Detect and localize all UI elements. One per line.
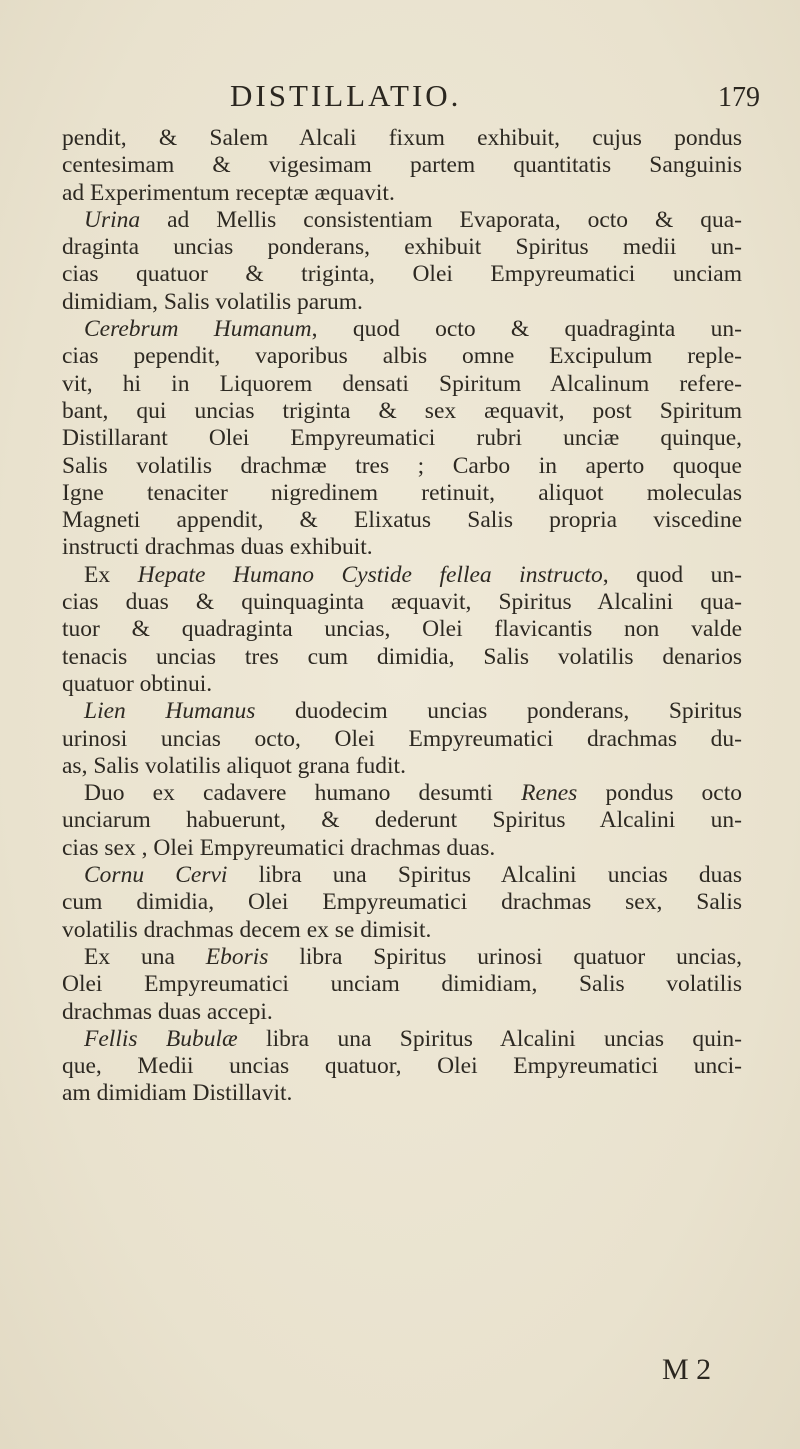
text-line [62,999,742,1026]
text-line [62,453,742,480]
text-run: dimidiam, Salis volatilis parum. [62,288,363,315]
text-line [62,1026,742,1053]
text-line [62,698,742,725]
text-run: volatilis drachmas decem ex se dimisit. [62,916,432,943]
text-line [62,644,742,671]
text-run: cias pependit, vaporibus albis omne Excipulum reple- [62,343,742,370]
text-line [62,616,742,643]
text-line [62,944,742,971]
page-number: 179 [718,82,760,113]
text-line [62,562,742,589]
text-run: Olei Empyreumatici unciam dimidiam, Salis volatilis [62,971,742,998]
text-run: Salis volatilis drachmæ tres ; Carbo in aperto quoque [62,452,742,479]
text-line [62,207,742,234]
italic-term: Cerebrum Humanum [84,316,312,343]
italic-term: Hepate Humano Cystide fellea instructo [137,561,603,588]
text-line [62,371,742,398]
italic-term: Eboris [205,943,269,970]
text-run: Magneti appendit, & Elixatus Salis propria viscedine [62,507,742,534]
text-run: libra Spiritus urinosi quatuor uncias, [268,943,742,970]
text-run: Distillarant Olei Empyreumatici rubri unciæ quinque, [62,425,742,452]
text-run: unciarum habuerunt, & dederunt Spiritus Alcalini un- [62,807,742,834]
text-line [62,862,742,889]
text-run: Duo ex cadavere humano desumti [84,780,522,807]
text-line [62,125,742,152]
text-run: que, Medii uncias quatuor, Olei Empyreumatici unci- [62,1053,742,1080]
italic-term: Lien Humanus [84,698,256,725]
text-line [62,480,742,507]
text-run: cias duas & quinquaginta æquavit, Spiritus Alcalini qua- [62,589,742,616]
text-line [62,261,742,288]
text-run: centesimam & vigesimam partem quantitatis Sanguinis [62,152,742,179]
text-line [62,534,742,561]
text-run: as, Salis volatilis aliquot grana fudit. [62,752,406,779]
text-run: , quod un- [602,561,742,588]
text-run: am dimidiam Distillavit. [62,1080,293,1107]
text-run: tuor & quadraginta uncias, Olei flavicantis non valde [62,616,742,643]
text-line [62,917,742,944]
text-line [62,589,742,616]
italic-term: Renes [521,780,578,807]
text-run: pendit, & Salem Alcali fixum exhibuit, cujus pondus [62,125,742,151]
text-line [62,152,742,179]
text-run: cias quatuor & triginta, Olei Empyreumatici unciam [62,261,742,288]
text-line [62,1053,742,1080]
text-run: urinosi uncias octo, Olei Empyreumatici drachmas du- [62,725,742,752]
italic-term: Urina [84,206,141,233]
running-head: DISTILLATIO. [230,78,462,113]
text-line [62,507,742,534]
text-run: instructi drachmas duas exhibuit. [62,534,373,561]
body-text [62,125,742,1108]
text-run: pondus octo [577,780,742,807]
text-run: libra una Spiritus Alcalini uncias quin- [237,1025,742,1052]
text-line [62,180,742,207]
text-line [62,780,742,807]
text-line [62,671,742,698]
text-run: tenacis uncias tres cum dimidia, Salis volatilis denarios [62,643,742,670]
text-run: quatuor obtinui. [62,670,213,697]
text-line [62,889,742,916]
text-line [62,726,742,753]
text-run: cum dimidia, Olei Empyreumatici drachmas sex, Salis [62,889,742,916]
text-line [62,753,742,780]
italic-term: Fellis Bubulæ [84,1025,238,1052]
text-line [62,343,742,370]
text-run: , quod octo & quadraginta un- [311,316,742,343]
text-line [62,316,742,343]
text-line [62,971,742,998]
text-run: Igne tenaciter nigredinem retinuit, aliquot moleculas [62,479,742,506]
text-run: Ex [84,561,138,588]
italic-term: Cornu Cervi [84,862,228,889]
text-line [62,234,742,261]
text-run: draginta uncias ponderans, exhibuit Spiritus medii un- [62,234,742,261]
text-run: ad Mellis consistentiam Evaporata, octo & qua- [140,206,742,233]
text-line [62,425,742,452]
text-line [62,807,742,834]
text-line [62,289,742,316]
page-header [60,78,760,118]
text-run: bant, qui uncias triginta & sex æquavit, post Spiritum [62,397,742,424]
text-line [62,1080,742,1107]
text-run: libra una Spiritus Alcalini uncias duas [227,862,742,889]
text-run: drachmas duas accepi. [62,998,273,1025]
text-line [62,835,742,862]
text-run: vit, hi in Liquorem densati Spiritum Alcalinum refere- [62,370,742,397]
signature-mark: M 2 [662,1353,712,1386]
text-line [62,398,742,425]
text-run: Ex una [84,943,206,970]
text-run: duodecim uncias ponderans, Spiritus [255,698,742,725]
text-run: ad Experimentum receptæ æquavit. [62,179,395,206]
text-run: cias sex , Olei Empyreumatici drachmas duas. [62,834,496,861]
